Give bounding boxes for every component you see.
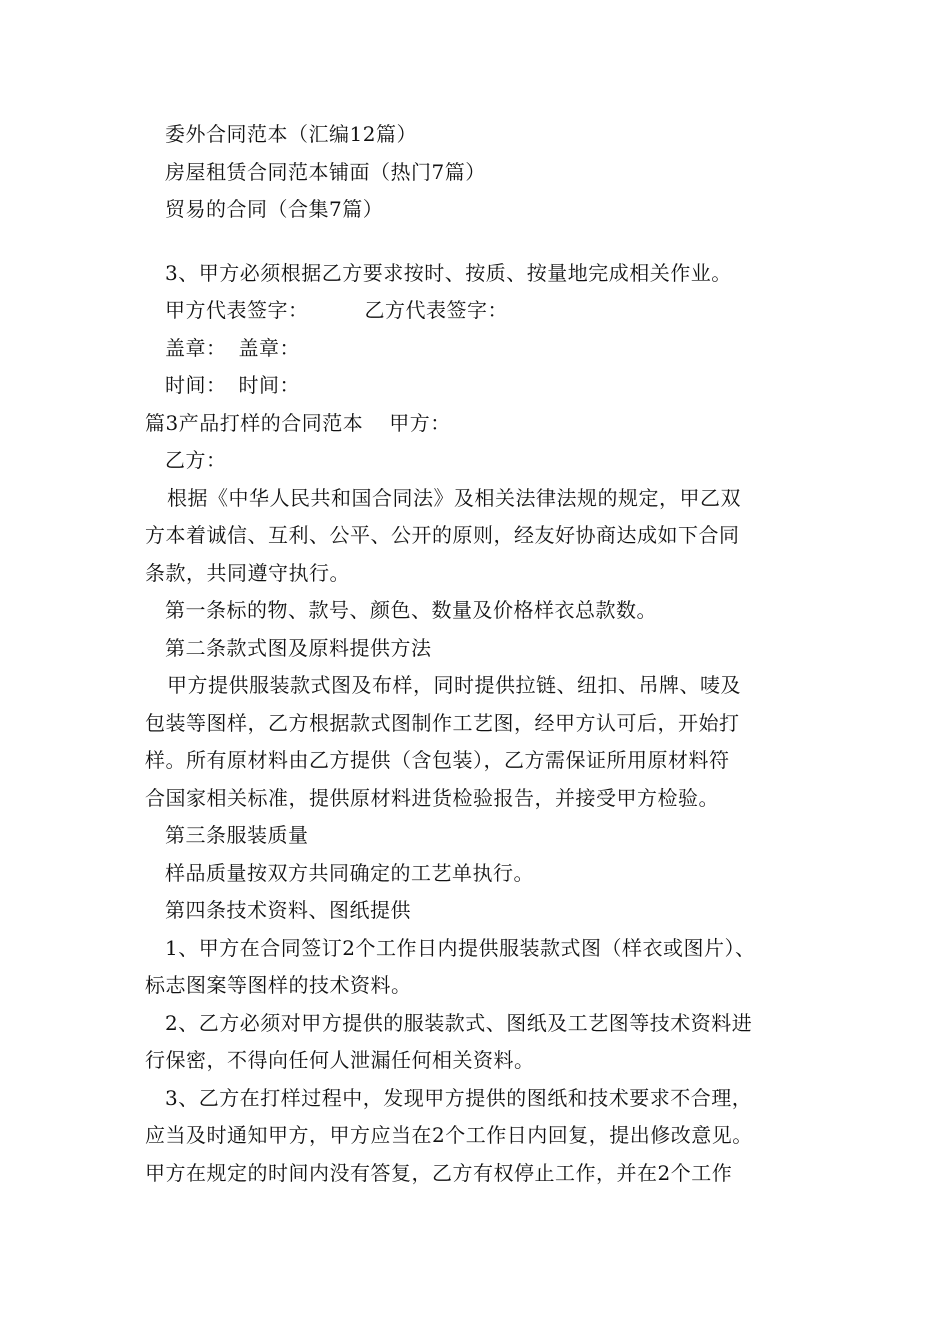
article-title: 篇3产品打样的合同范本 — [145, 410, 364, 435]
article-4-item-2-line-1: 2、乙方必须对甲方提供的服装款式、图纸及工艺图等技术资料进 — [165, 1010, 753, 1035]
party-a-label: 甲方： — [389, 410, 451, 435]
article-2-line-4: 合国家相关标准，提供原材料进货检验报告，并接受甲方检验。 — [145, 785, 719, 810]
related-link-2[interactable]: 房屋租赁合同范本铺面（热门7篇） — [165, 159, 486, 184]
article-4-item-1-line-1: 1、甲方在合同签订2个工作日内提供服装款式图（样衣或图片）、 — [165, 935, 756, 960]
article-1: 第一条标的物、款号、颜色、数量及价格样衣总款数。 — [165, 598, 657, 622]
article-3-title: 第三条服装质量 — [165, 823, 309, 847]
signature-representatives — [145, 292, 830, 330]
article-2-line-1: 甲方提供服装款式图及布样，同时提供拉链、纽扣、吊牌、唛及 — [167, 673, 741, 697]
related-link-1[interactable]: 委外合同范本（汇编12篇） — [165, 122, 417, 146]
seal-a-label: 盖章： — [165, 335, 227, 360]
article-4-item-3-line-1: 3、乙方在打样过程中，发现甲方提供的图纸和技术要求不合理， — [165, 1085, 753, 1110]
article-2-title: 第二条款式图及原料提供方法 — [165, 635, 432, 660]
article-4-title: 第四条技术资料、图纸提供 — [165, 898, 411, 922]
article-2-line-2: 包装等图样，乙方根据款式图制作工艺图，经甲方认可后，开始打 — [145, 710, 740, 735]
preamble-line-3: 条款，共同遵守执行。 — [145, 560, 350, 585]
article-header — [145, 405, 830, 443]
preamble-line-1: 根据《中华人民共和国合同法》及相关法律法规的规定，甲乙双 — [167, 485, 741, 510]
article-4-item-3-line-2: 应当及时通知甲方，甲方应当在2个工作日内回复，提出修改意见。 — [145, 1123, 753, 1147]
article-2-line-3: 样。所有原材料由乙方提供（含包装），乙方需保证所用原材料符 — [145, 748, 730, 772]
section-gap — [145, 229, 830, 255]
time-a-label: 时间： — [165, 373, 227, 397]
time-b-label: 时间： — [238, 373, 300, 397]
clause-3-previous: 3、甲方必须根据乙方要求按时、按质、按量地完成相关作业。 — [165, 260, 732, 285]
article-3-body: 样品质量按双方共同确定的工艺单执行。 — [165, 860, 534, 885]
related-link-3[interactable]: 贸易的合同（合集7篇） — [165, 197, 384, 221]
article-4-item-1-line-2: 标志图案等图样的技术资料。 — [145, 973, 412, 997]
article-4-item-3-line-3: 甲方在规定的时间内没有答复，乙方有权停止工作，并在2个工作 — [145, 1160, 733, 1185]
party-b-label: 乙方： — [165, 448, 227, 472]
document-page — [145, 116, 830, 1192]
party-a-rep-label: 甲方代表签字： — [165, 298, 309, 322]
signature-seals — [145, 330, 830, 368]
preamble-line-2: 方本着诚信、互利、公平、公开的原则，经友好协商达成如下合同 — [145, 523, 740, 547]
party-b-rep-label: 乙方代表签字： — [364, 298, 508, 322]
seal-b-label: 盖章： — [238, 335, 300, 360]
signature-times — [145, 367, 830, 405]
article-4-item-2-line-2: 行保密，不得向任何人泄漏任何相关资料。 — [145, 1048, 535, 1072]
